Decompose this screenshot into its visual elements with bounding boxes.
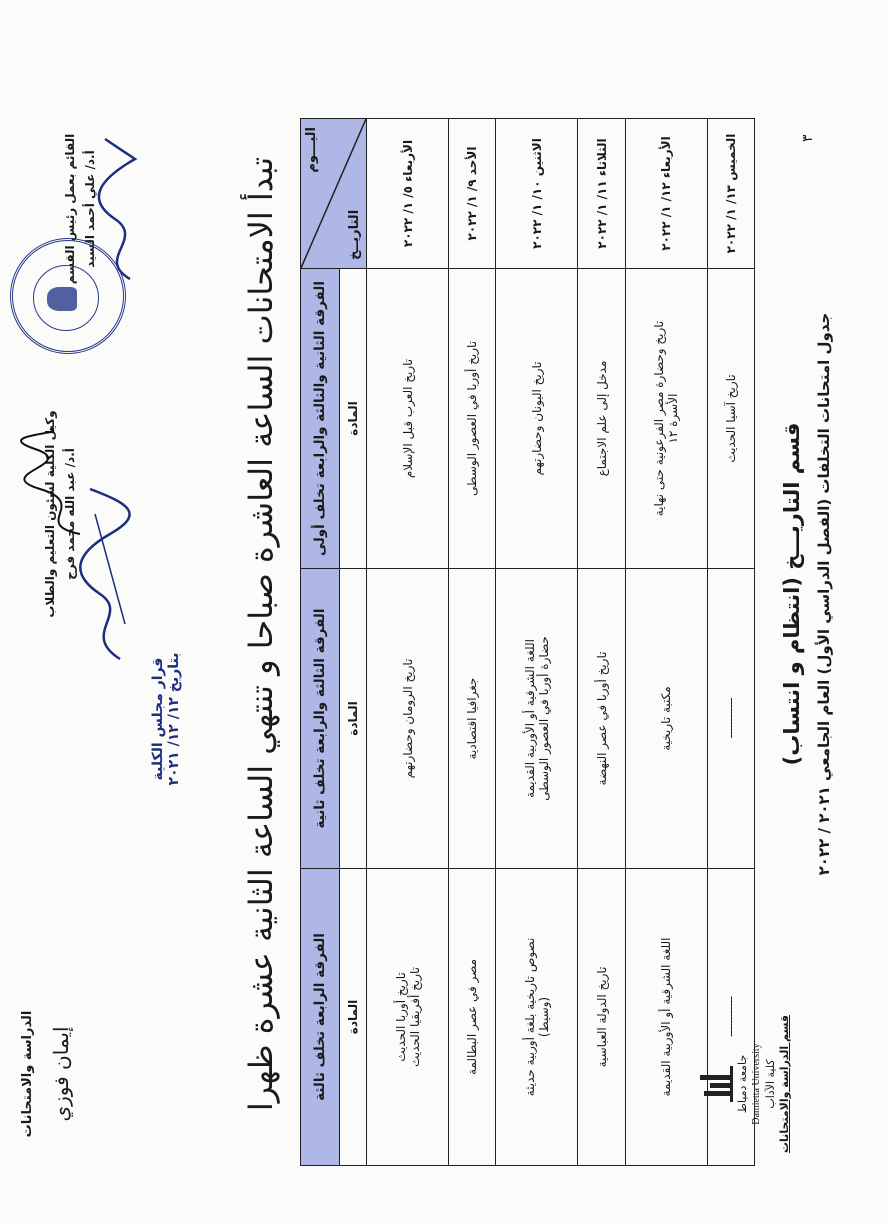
table-row: [367, 119, 449, 1166]
logo-line-department: قسم الدراسة والامتحانات: [778, 1015, 791, 1153]
subject-header-3: المادة: [340, 869, 367, 1166]
subject-cell: تاريخ آسيا الحديث: [707, 269, 754, 569]
dean-signature-title: وكيل الكلية لشئون التعليم والطلاب: [43, 410, 57, 618]
exam-time-banner: تبدأ الامتحانات الساعة العاشرة صباحا و تنتهي الساعة الثانية عشرة ظهرا: [242, 156, 280, 1112]
head-signature-title: القائم بعمل رئيس القسم: [63, 133, 77, 285]
dean-signature-name: أ.د/ عبد الله محمد فرج: [63, 448, 77, 580]
subject-cell: تاريخ أوربا في العصور الوسطى: [449, 269, 496, 569]
subject-cell: تاريخ اليونان وحضارتهم: [496, 269, 578, 569]
subject-header-2: المادة: [340, 569, 367, 869]
schedule-title: جدول امتحانات التخلفات (الفصل الدراسي الأول) العام الجامعي ٢٠٢١ / ٢٠٢٢: [815, 312, 833, 876]
subject-cell: مدخل إلى علم الاجتماع: [578, 269, 625, 569]
date-cell: الخميس ١٣/ ١/ ٢٠٢٢: [707, 119, 754, 269]
studies-signature-block: [20, 964, 73, 1184]
subject-header-1: المادة: [340, 269, 367, 569]
studies-signature-name: إيمان فوزي: [49, 1026, 73, 1122]
subject-cell: مصر في عصر البطالمة: [449, 869, 496, 1166]
logo-line-university-en: Damietta University: [751, 1043, 762, 1125]
subject-cell: تاريخ الدولة العباسية: [578, 869, 625, 1166]
council-approval-stamp: [150, 574, 200, 864]
department-title: قسم التاريـــخ (انتظام و انتساب): [780, 422, 804, 766]
subject-cell: تاريخ وحضارة مصر الفرعونية حتى نهاية الأسرة ١٢: [625, 269, 707, 569]
date-cell: الثلاثاء ١١/ ١/ ٢٠٢٢: [578, 119, 625, 269]
table-row: [449, 119, 496, 1166]
exam-schedule-table: [300, 118, 755, 1166]
subject-cell: نصوص تاريخية بلغة أوربية حديثة (وسيط): [496, 869, 578, 1166]
handwritten-scribble-icon: [20, 424, 100, 544]
head-signature-name: أ.د/ علي أحمد السيد: [83, 150, 97, 268]
date-cell: الأربعاء ١٢/ ١/ ٢٠٢٢: [625, 119, 707, 269]
group-header-2: الفرقة الثالثة والرابعة تخلف ثانية: [301, 569, 340, 869]
subject-cell: جغرافيا اقتصادية: [449, 569, 496, 869]
subject-cell: تاريخ أوربا الحديث تاريخ أفريقيا الحديث: [367, 869, 449, 1166]
subject-cell: مكتبة تاريخية: [625, 569, 707, 869]
stamp-line-1: قرار مجلس الكلية: [150, 657, 166, 781]
group-header-1: الفرقة الثانية والثالثة والرابعة تخلف أولى: [301, 269, 340, 569]
corner-header-cell: [301, 119, 367, 269]
corner-day-label: اليـــوم: [304, 127, 319, 173]
subject-cell: اللغة الشرقية أو الأوربية القديمة: [625, 869, 707, 1166]
group-header-3: الفرقة الرابعة تخلف ثالثة: [301, 869, 340, 1166]
studies-signature-title: الدراسة والامتحانات: [20, 1010, 35, 1138]
page-number: ٣: [800, 134, 816, 142]
table-row: [578, 119, 625, 1166]
subject-cell: تاريخ العرب قبل الإسلام: [367, 269, 449, 569]
official-seal-icon: [10, 238, 126, 354]
stamp-line-2: بتاريخ ١٢/ ١٢/ ٢٠٢١: [166, 652, 182, 786]
empty-subject-cell: ------------: [707, 569, 754, 869]
table-row: [496, 119, 578, 1166]
empty-subject-cell: ------------: [707, 869, 754, 1166]
logo-line-faculty: كلية الآداب: [764, 1059, 777, 1109]
table-row: [625, 119, 707, 1166]
logo-line-university-ar: جامعة دمياط: [736, 1054, 749, 1114]
date-cell: الاثنين ١٠/ ١/ ٢٠٢٢: [496, 119, 578, 269]
subject-cell: اللغة الشرقية أو الأوربية القديمة حضارة أوربا في العصور الوسطى: [496, 569, 578, 869]
table-row: [707, 119, 754, 1166]
date-cell: الأربعاء ٥/ ١/ ٢٠٢٢: [367, 119, 449, 269]
subject-cell: تاريخ أوربا في عصر النهضة: [578, 569, 625, 869]
subject-cell: تاريخ الرومان وحضارتهم: [367, 569, 449, 869]
date-cell: الأحد ٩/ ١/ ٢٠٢٢: [449, 119, 496, 269]
corner-date-label: التاريــخ: [347, 209, 362, 260]
